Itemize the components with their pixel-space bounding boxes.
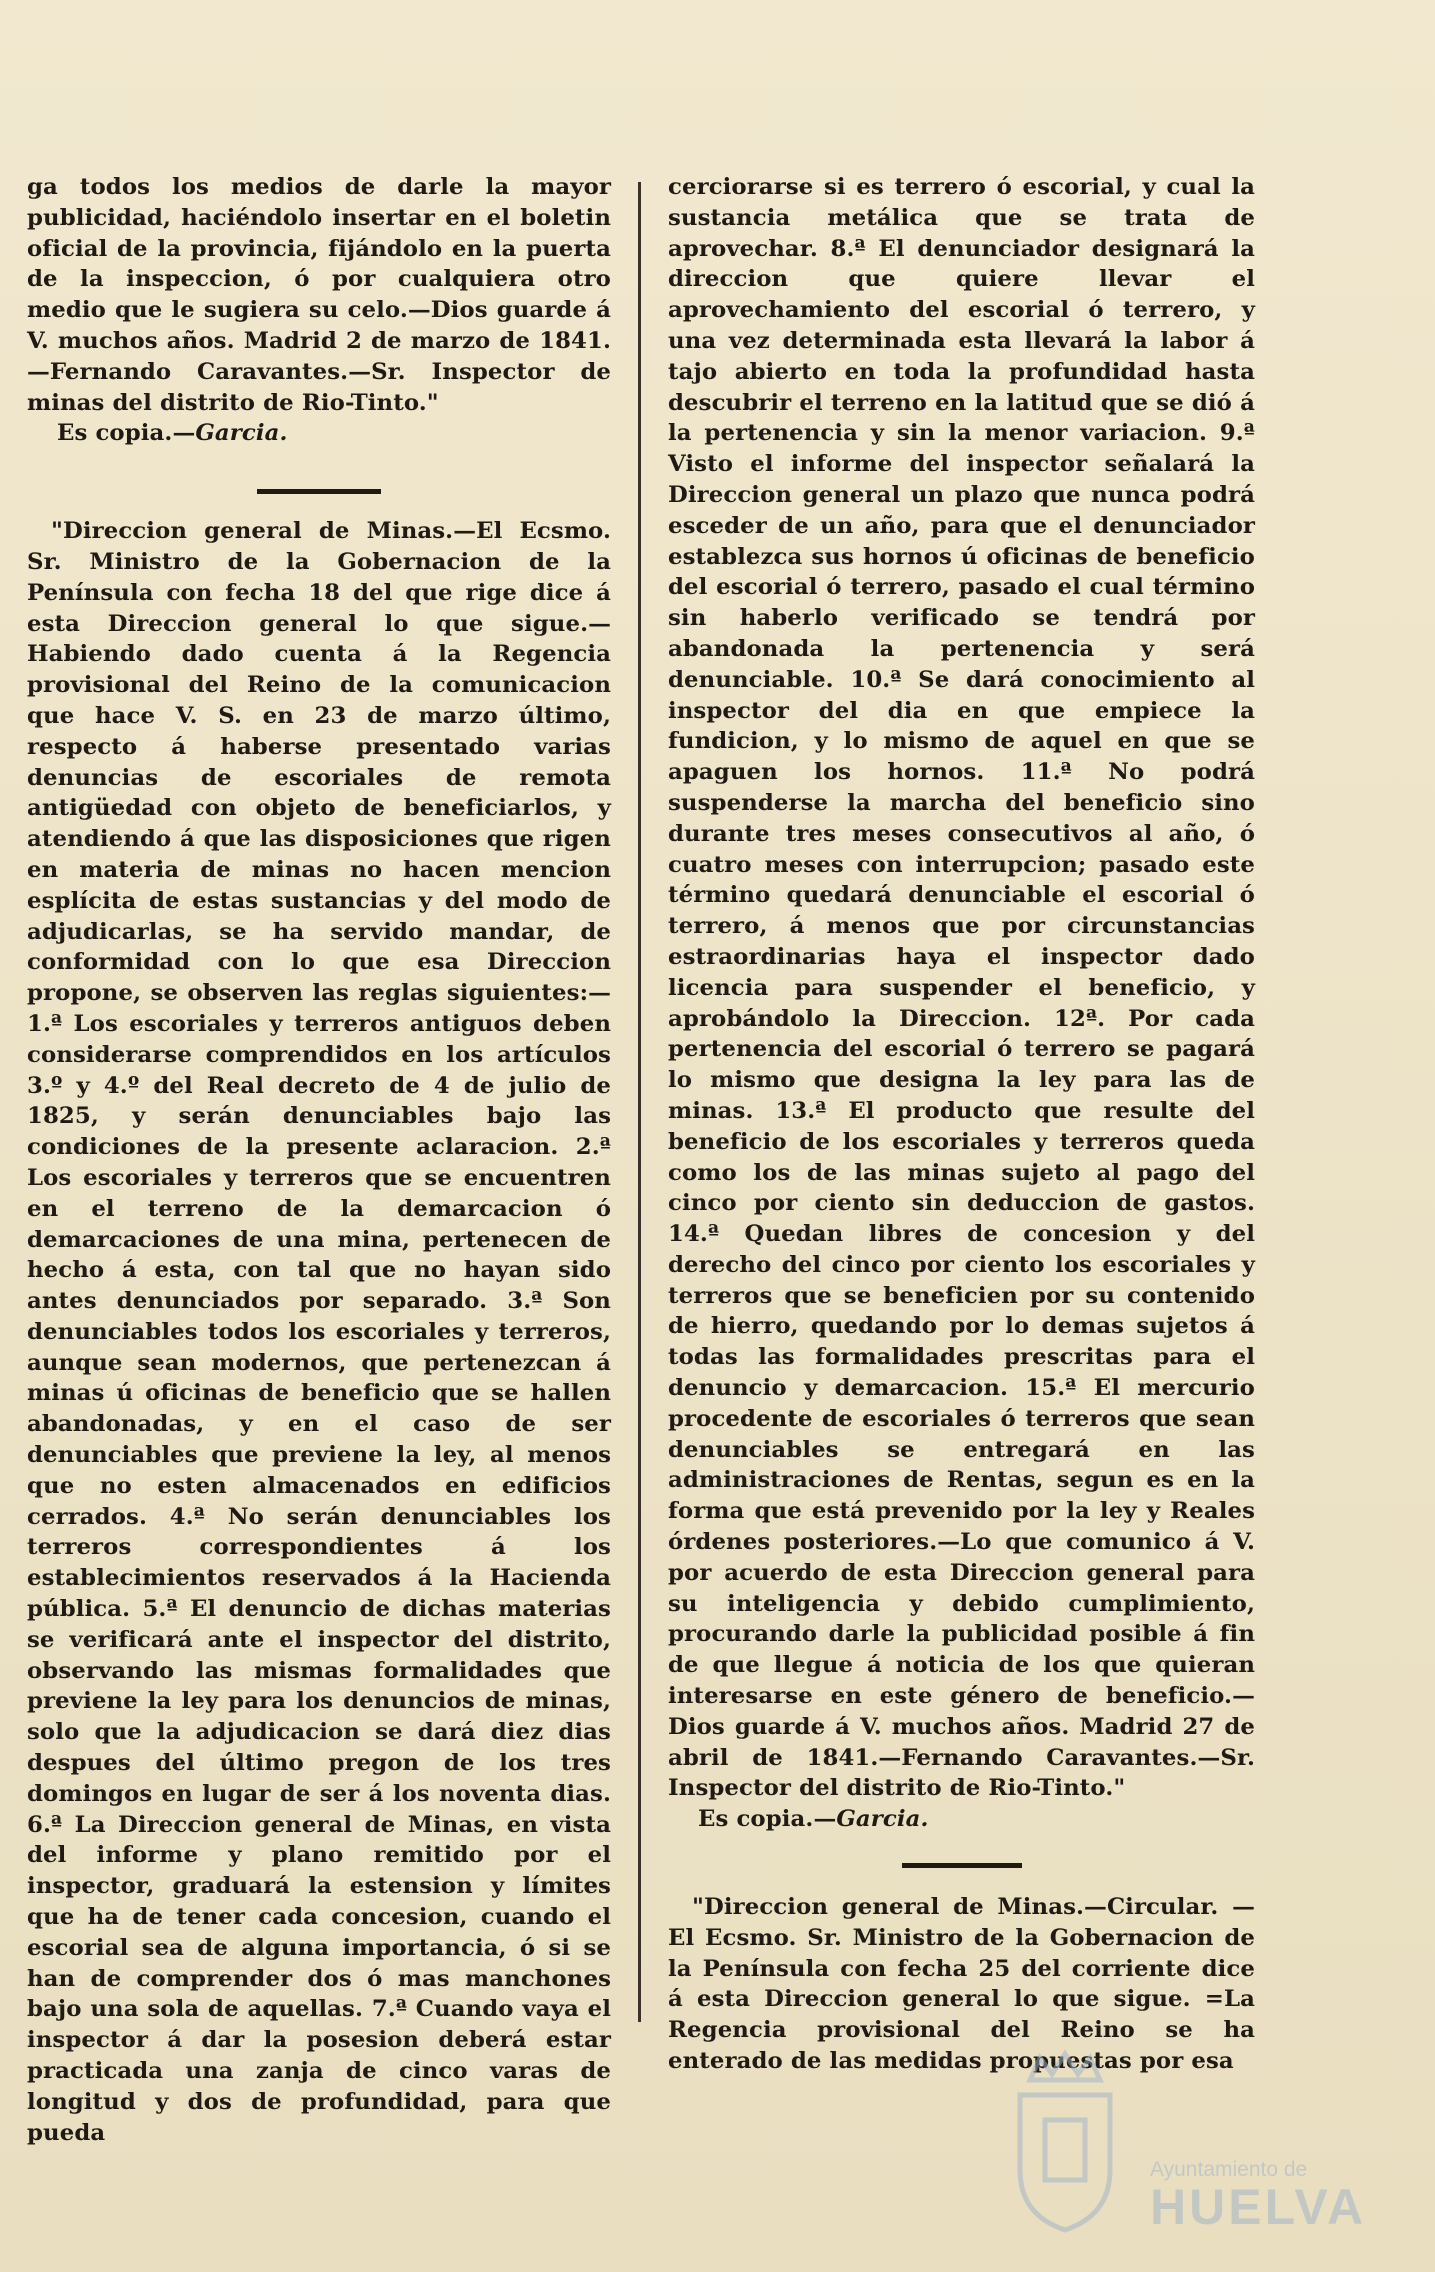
signature-name: Garcia.: [836, 1806, 929, 1833]
right-paragraph-circular: "Direccion general de Minas.—Circular. —El Ecsmo. Sr. Ministro de la Gobernacion de la Península con fecha 25 del corriente dice á esta Direccion general lo que sigue. =La Regencia provisional del Reino se ha enterado de las medidas propuestas por esa: [668, 1894, 1255, 2075]
column-divider: [638, 182, 641, 2022]
section-rule: [902, 1863, 1022, 1868]
signature-label: Es copia.—: [57, 420, 196, 447]
watermark: [1000, 2040, 1420, 2240]
right-signature-1: [668, 1804, 1255, 1835]
left-paragraph-continuation: ga todos los medios de darle la mayor publicidad, haciéndolo insertar en el boletin oficial de la provincia, fijándolo en la puerta de la inspeccion, ó por cualquiera otro medio que le sugiera su celo.—Dios guarde á V. muchos años. Madrid 2 de marzo de 1841. —Fernando Caravantes.—Sr. Inspector de minas del distrito de Rio-Tinto.": [27, 174, 611, 416]
left-column: [27, 172, 611, 2148]
right-column: [668, 172, 1255, 2077]
watermark-title: HUELVA: [1150, 2179, 1367, 2235]
watermark-label: Ayuntamiento de: [1150, 2158, 1308, 2181]
coat-of-arms-icon: [1000, 2040, 1130, 2240]
left-paragraph-decree: "Direccion general de Minas.—El Ecsmo. Sr. Ministro de la Gobernacion de la Península con fecha 18 del que rige dice á esta Direccion general lo que sigue.—Habiendo dado cuenta á la Regencia provisional del Reino de la comunicacion que hace V. S. en 23 de marzo último, respecto á haberse presentado varias denuncias de escoriales de remota antigüedad con objeto de beneficiarlos, y atendiendo á que las disposiciones que rigen en materia de minas no hacen mencion esplícita de estas sustancias y del modo de adjudicarlas, se ha servido mandar, de conformidad con lo que esa Direccion propone, se observen las reglas siguientes:—1.ª Los escoriales y terreros antiguos deben considerarse comprendidos en los artículos 3.º y 4.º del Real decreto de 4 de julio de 1825, y serán denunciables bajo las condiciones de la presente aclaracion. 2.ª Los escoriales y terreros que se encuentren en el terreno de la demarcacion ó demarcaciones de una mina, pertenecen de hecho á esta, con tal que no hayan sido antes denunciados por separado. 3.ª Son denunciables todos los escoriales y terreros, aunque sean modernos, que pertenezcan á minas ú oficinas de beneficio que se hallen abandonadas, y en el caso de ser denunciables que previene la ley, al menos que no esten almacenados en edificios cerrados. 4.ª No serán denunciables los terreros correspondientes á los establecimientos reservados á la Hacienda pública. 5.ª El denuncio de dichas materias se verificará ante el inspector del distrito, observando las mismas formalidades que previene la ley para los denuncios de minas, solo que la adjudicacion se dará diez dias despues del último pregon de los tres domingos en lugar de ser á los noventa dias. 6.ª La Direccion general de Minas, en vista del informe y plano remitido por el inspector, graduará la estension y límites que ha de tener cada concesion, cuando el escorial sea de alguna importancia, ó si se han de comprender dos ó mas manchones bajo una sola de aquellas. 7.ª Cuando vaya el inspector á dar la posesion deberá estar practicada una zanja de cinco varas de longitud y dos de profundidad, para que pueda: [27, 518, 611, 2146]
right-paragraph-continuation: cerciorarse si es terrero ó escorial, y cual la sustancia metálica que se trata de aprovechar. 8.ª El denunciador designará la direccion que quiere llevar el aprovechamiento del escorial ó terrero, y una vez determinada esta llevará la labor á tajo abierto en toda la profundidad hasta descubrir el terreno en la latitud que se dió á la pertenencia y sin la menor variacion. 9.ª Visto el informe del inspector señalará la Direccion general un plazo que nunca podrá esceder de un año, para que el denunciador establezca sus hornos ú oficinas de beneficio del escorial ó terrero, pasado el cual término sin haberlo verificado se tendrá por abandonada la pertenencia y será denunciable. 10.ª Se dará conocimiento al inspector del dia en que empiece la fundicion, y lo mismo de aquel en que se apaguen los hornos. 11.ª No podrá suspenderse la marcha del beneficio sino durante tres meses consecutivos al año, ó cuatro meses con interrupcion; pasado este término quedará denunciable el escorial ó terrero, á menos que por circunstancias estraordinarias haya el inspector dado licencia para suspender el beneficio, y aprobándolo la Direccion. 12ª. Por cada pertenencia del escorial ó terrero se pagará lo mismo que designa la ley para las de minas. 13.ª El producto que resulte del beneficio de los escoriales y terreros queda como los de las minas sujeto al pago del cinco por ciento sin deduccion de gastos. 14.ª Quedan libres de concesion y del derecho del cinco por ciento los escoriales y terreros que se beneficien por su contenido de hierro, quedando por lo demas sujetos á todas las formalidades prescritas para el denuncio y demarcacion. 15.ª El mercurio procedente de escoriales ó terreros que sean denunciables se entregará en las administraciones de Rentas, segun es en la forma que está prevenido por la ley y Reales órdenes posteriores.—Lo que comunico á V. por acuerdo de esta Direccion general para su inteligencia y debido cumplimiento, procurando darle la publicidad posible á fin de que llegue á noticia de los que quieran interesarse en este género de beneficio.—Dios guarde á V. muchos años. Madrid 27 de abril de 1841.—Fernando Caravantes.—Sr. Inspector del distrito de Rio-Tinto.": [668, 174, 1255, 1802]
section-rule: [257, 489, 381, 494]
signature-label: Es copia.—: [698, 1806, 837, 1833]
signature-name: Garcia.: [195, 420, 288, 447]
left-signature-1: [27, 418, 611, 449]
